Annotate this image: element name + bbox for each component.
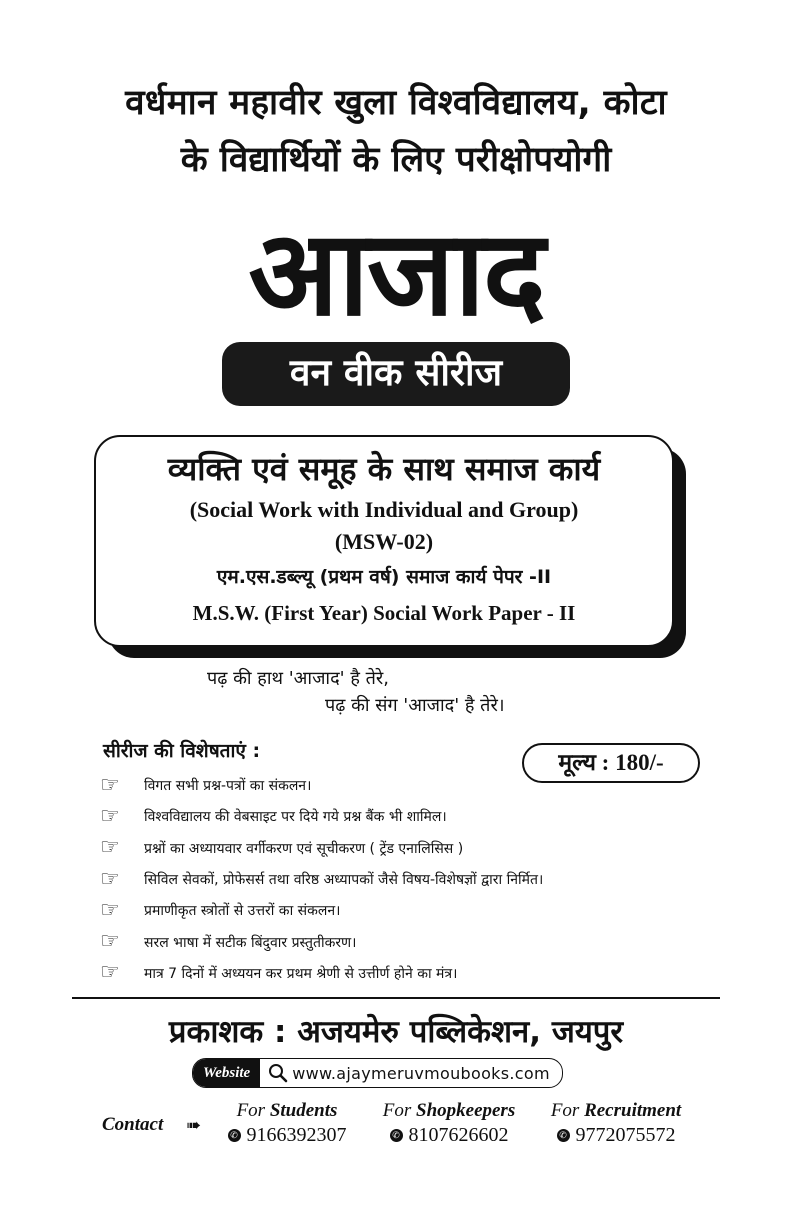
- contact-role: Students: [269, 1100, 338, 1121]
- list-item: [100, 833, 720, 864]
- arrow-right-icon: ➠: [186, 1115, 202, 1136]
- contact-shopkeepers: [370, 1100, 528, 1147]
- contact-phone[interactable]: 9166392307: [246, 1124, 347, 1146]
- contact-label: Contact: [102, 1114, 164, 1135]
- list-item: [100, 864, 720, 895]
- phone-icon: ✆: [557, 1129, 570, 1142]
- contact-students: [222, 1100, 352, 1147]
- contact-phone[interactable]: 8107626602: [408, 1124, 509, 1146]
- subject-english-paper: M.S.W. (First Year) Social Work Paper - II: [192, 601, 576, 625]
- website-url[interactable]: www.ajaymeruvmoubooks.com: [292, 1063, 550, 1083]
- feature-text: मात्र 7 दिनों में अध्ययन कर प्रथम श्रेणी से उत्तीर्ण होने का मंत्र।: [144, 965, 458, 982]
- feature-text: सरल भाषा में सटीक बिंदुवार प्रस्तुतीकरण।: [144, 934, 357, 951]
- feature-text: प्रमाणीकृत स्त्रोतों से उत्तरों का संकलन।: [144, 903, 341, 920]
- tagline-line-2: पढ़ की संग 'आजाद' है तेरे।: [325, 695, 505, 716]
- subject-box: [94, 435, 674, 647]
- list-item: [100, 801, 720, 832]
- contact-prefix: For: [236, 1100, 266, 1121]
- header-line-2: के विद्यार्थियों के लिए परीक्षोपयोगी: [180, 140, 612, 180]
- header-line-1: वर्धमान महावीर खुला विश्वविद्यालय, कोटा: [125, 83, 667, 123]
- tagline-line-1: पढ़ की हाथ 'आजाद' है तेरे,: [207, 668, 389, 689]
- list-item: [100, 895, 720, 926]
- feature-text: विश्वविद्यालय की वेबसाइट पर दिये गये प्रश्न बैंक भी शामिल।: [144, 809, 447, 826]
- pointing-hand-icon: ☞: [100, 960, 120, 986]
- subject-hindi-title: व्यक्ति एवं समूह के साथ समाज कार्य: [167, 450, 601, 488]
- phone-icon: ✆: [228, 1129, 241, 1142]
- subject-hindi-paper: एम.एस.डब्ल्यू (प्रथम वर्ष) समाज कार्य पेपर -II: [216, 566, 552, 588]
- subject-code: (MSW-02): [334, 529, 434, 554]
- contact-role: Shopkeepers: [416, 1100, 516, 1121]
- publisher-line: प्रकाशक : अजयमेरु पब्लिकेशन, जयपुर: [168, 1014, 624, 1050]
- list-item: [100, 926, 720, 957]
- subject-english-title: (Social Work with Individual and Group): [189, 497, 579, 522]
- list-item: [100, 770, 720, 801]
- search-icon: [260, 1059, 292, 1087]
- contact-prefix: For: [550, 1100, 580, 1121]
- pointing-hand-icon: ☞: [100, 835, 120, 861]
- contact-prefix: For: [382, 1100, 412, 1121]
- pointing-hand-icon: ☞: [100, 772, 120, 798]
- feature-text: प्रश्नों का अध्यायवार वर्गीकरण एवं सूचीकरण ( ट्रेंड एनालिसिस ): [144, 840, 464, 857]
- feature-text: सिविल सेवकों, प्रोफेसर्स तथा वरिष्ठ अध्यापकों जैसे विषय-विशेषज्ञों द्वारा निर्मित।: [144, 872, 544, 889]
- pointing-hand-icon: ☞: [100, 897, 120, 923]
- contact-recruitment: [538, 1100, 694, 1147]
- contact-phone[interactable]: 9772075572: [575, 1124, 676, 1146]
- features-title: सीरीज की विशेषताएं :: [103, 740, 261, 762]
- price-badge: मूल्य : 180/-: [522, 743, 700, 783]
- divider: [72, 997, 720, 999]
- website-bar[interactable]: [192, 1058, 563, 1088]
- series-badge: वन वीक सीरीज: [222, 342, 570, 406]
- pointing-hand-icon: ☞: [100, 929, 120, 955]
- brand-title: आजाद: [248, 204, 544, 342]
- website-label: Website: [193, 1059, 260, 1087]
- features-list: [100, 770, 720, 989]
- feature-text: विगत सभी प्रश्न-पत्रों का संकलन।: [144, 778, 312, 795]
- contact-role: Recruitment: [584, 1100, 682, 1121]
- pointing-hand-icon: ☞: [100, 803, 120, 829]
- phone-icon: ✆: [390, 1129, 403, 1142]
- list-item: [100, 958, 720, 989]
- pointing-hand-icon: ☞: [100, 866, 120, 892]
